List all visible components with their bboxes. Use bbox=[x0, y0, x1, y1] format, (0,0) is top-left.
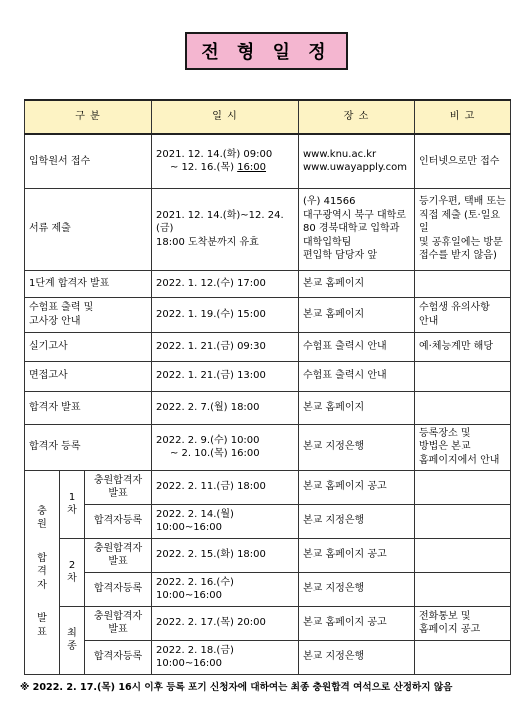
table-row bbox=[25, 606, 511, 640]
row-date: 2022. 2. 9.(수) 10:00 ~ 2. 10.(목) 16:00 bbox=[152, 424, 299, 470]
table-row bbox=[25, 361, 511, 391]
footnote: ※ 2022. 2. 17.(목) 16시 이후 등록 포기 신청자에 대하여는 최종 충원합격 여석으로 산정하지 않음 bbox=[20, 682, 453, 693]
announce-label: 충원합격자 발표 bbox=[85, 606, 152, 640]
row-label: 합격자 발표 bbox=[25, 391, 152, 424]
row-place: 본교 홈페이지 공고 bbox=[299, 470, 415, 504]
row-note: 전화통보 및 홈페이지 공고 bbox=[415, 606, 511, 640]
row-date: 2022. 1. 21.(금) 13:00 bbox=[152, 361, 299, 391]
row-date: 2022. 1. 19.(수) 15:00 bbox=[152, 297, 299, 332]
round-1-label: 1 차 bbox=[60, 470, 85, 538]
title-box bbox=[185, 32, 348, 70]
row-note bbox=[415, 504, 511, 538]
row-place: 수험표 출력시 안내 bbox=[299, 332, 415, 361]
row-note bbox=[415, 470, 511, 504]
row-label: 1단계 합격자 발표 bbox=[25, 270, 152, 297]
header-place: 장 소 bbox=[299, 100, 415, 134]
row-label: 실기고사 bbox=[25, 332, 152, 361]
row-note: 수험생 유의사항 안내 bbox=[415, 297, 511, 332]
row-place: 본교 홈페이지 bbox=[299, 270, 415, 297]
table-row bbox=[25, 297, 511, 332]
row-place: 본교 지정은행 bbox=[299, 424, 415, 470]
header-note: 비 고 bbox=[415, 100, 511, 134]
row-place: 본교 지정은행 bbox=[299, 640, 415, 674]
row-place: 본교 홈페이지 공고 bbox=[299, 538, 415, 572]
row-label: 합격자 등록 bbox=[25, 424, 152, 470]
table-row bbox=[25, 572, 511, 606]
row-place: 수험표 출력시 안내 bbox=[299, 361, 415, 391]
row-note bbox=[415, 391, 511, 424]
row-date: 2022. 2. 17.(목) 20:00 bbox=[152, 606, 299, 640]
row-date: 2021. 12. 14.(화) 09:00 ~ 12. 16.(목) 16:00 bbox=[152, 134, 299, 188]
row-note bbox=[415, 640, 511, 674]
row-place: 본교 홈페이지 공고 bbox=[299, 606, 415, 640]
table-row bbox=[25, 332, 511, 361]
round-2-label: 2 차 bbox=[60, 538, 85, 606]
row-place: (우) 41566 대구광역시 북구 대학로 80 경북대학교 입학과 대학입학팀 편입학 담당자 앞 bbox=[299, 188, 415, 270]
table-row bbox=[25, 134, 511, 188]
row-date: 2021. 12. 14.(화)~12. 24.(금) 18:00 도착분까지 유효 bbox=[152, 188, 299, 270]
schedule-table bbox=[24, 99, 511, 675]
announce-label: 충원합격자 발표 bbox=[85, 538, 152, 572]
row-place: 본교 지정은행 bbox=[299, 572, 415, 606]
row-date: 2022. 2. 16.(수) 10:00~16:00 bbox=[152, 572, 299, 606]
row-note: 등기우편, 택배 또는 직접 제출 (토·일요일 및 공휴일에는 방문 접수를 받지 않음) bbox=[415, 188, 511, 270]
row-date: 2022. 2. 15.(화) 18:00 bbox=[152, 538, 299, 572]
row-place: 본교 홈페이지 bbox=[299, 391, 415, 424]
row-note bbox=[415, 538, 511, 572]
table-row bbox=[25, 188, 511, 270]
row-label: 입학원서 접수 bbox=[25, 134, 152, 188]
row-note bbox=[415, 270, 511, 297]
row-label: 수험표 출력 및 고사장 안내 bbox=[25, 297, 152, 332]
register-label: 합격자등록 bbox=[85, 572, 152, 606]
table-row bbox=[25, 391, 511, 424]
table-row bbox=[25, 538, 511, 572]
header-date: 일 시 bbox=[152, 100, 299, 134]
row-note: 인터넷으로만 접수 bbox=[415, 134, 511, 188]
row-date: 2022. 2. 7.(월) 18:00 bbox=[152, 391, 299, 424]
row-place: 본교 지정은행 bbox=[299, 504, 415, 538]
page-title: 전 형 일 정 bbox=[201, 42, 332, 63]
table-row bbox=[25, 470, 511, 504]
table-row bbox=[25, 270, 511, 297]
round-final-label: 최 종 bbox=[60, 606, 85, 674]
register-label: 합격자등록 bbox=[85, 504, 152, 538]
table-row bbox=[25, 640, 511, 674]
table-row bbox=[25, 504, 511, 538]
title-area bbox=[0, 32, 532, 72]
announce-label: 충원합격자 발표 bbox=[85, 470, 152, 504]
row-note: 예·체능계만 해당 bbox=[415, 332, 511, 361]
header-category: 구 분 bbox=[25, 100, 152, 134]
row-date: 2022. 1. 21.(금) 09:30 bbox=[152, 332, 299, 361]
row-place: 본교 홈페이지 bbox=[299, 297, 415, 332]
row-note: 등록장소 및 방법은 본교 홈페이지에서 안내 bbox=[415, 424, 511, 470]
table-header-row bbox=[25, 100, 511, 134]
table-row bbox=[25, 424, 511, 470]
row-label: 서류 제출 bbox=[25, 188, 152, 270]
row-label: 면접고사 bbox=[25, 361, 152, 391]
row-date: 2022. 1. 12.(수) 17:00 bbox=[152, 270, 299, 297]
row-place: www.knu.ac.kr www.uwayapply.com bbox=[299, 134, 415, 188]
register-label: 합격자등록 bbox=[85, 640, 152, 674]
row-note bbox=[415, 361, 511, 391]
row-date: 2022. 2. 14.(월) 10:00~16:00 bbox=[152, 504, 299, 538]
supplementary-group-label: 충 원 합 격 자 발 표 bbox=[25, 470, 60, 674]
row-note bbox=[415, 572, 511, 606]
row-date: 2022. 2. 11.(금) 18:00 bbox=[152, 470, 299, 504]
row-date: 2022. 2. 18.(금) 10:00~16:00 bbox=[152, 640, 299, 674]
